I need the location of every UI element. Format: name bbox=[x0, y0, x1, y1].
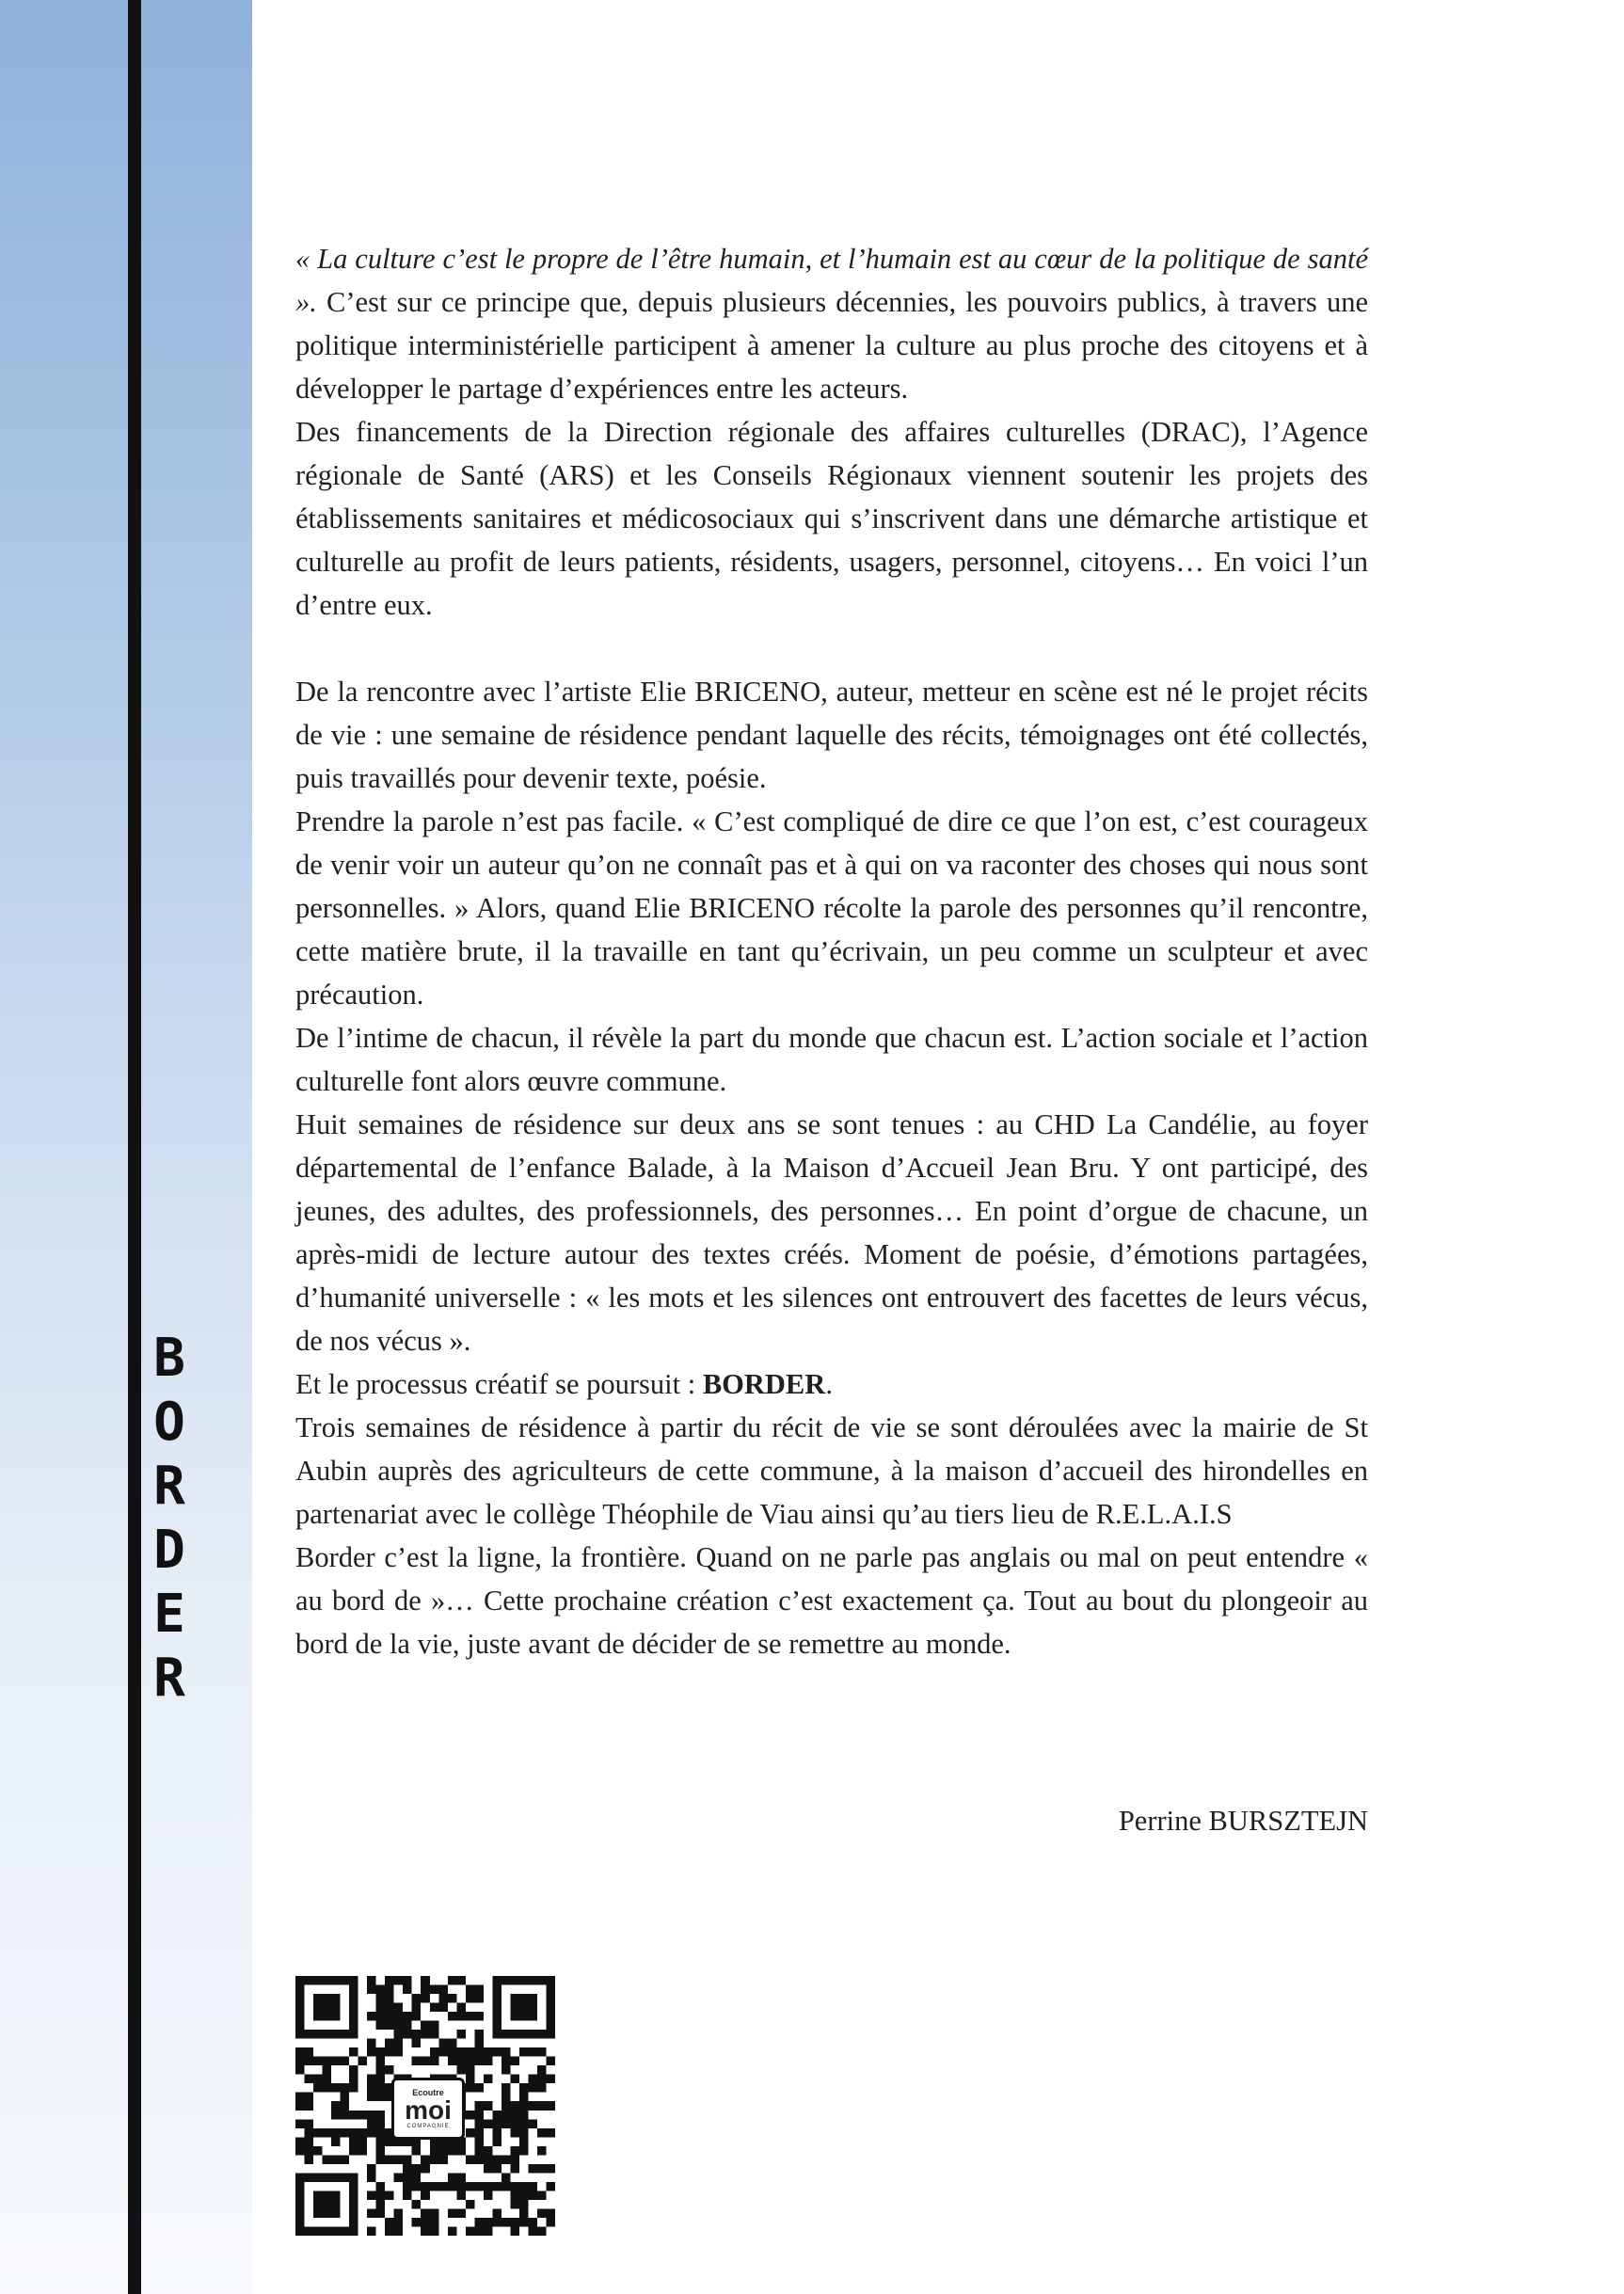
process-lead: Et le processus créatif se poursuit : bbox=[295, 1368, 703, 1400]
intro-text: C’est sur ce principe que, depuis plusieurs décennies, les pouvoirs publics, à travers une politique interministérielle participent à amener la culture au plus proche des citoyens et à développer le partage d’expériences entre les acteurs. bbox=[295, 286, 1368, 405]
paragraph-residencies: Huit semaines de résidence sur deux ans se sont tenues : au CHD La Candélie, au foyer départemental de l’enfance Balade, à la Maison d’Accueil Jean Bru. Y ont participé, des jeunes, des adultes, des professionnels, des personnes… En point d’orgue de chacune, un après-midi de lecture autour des textes créés. Moment de poésie, d’émotions partagées, d’humanité universelle : « les mots et les silences ont entrouvert des facettes de leurs vécus, de nos vécus ». bbox=[295, 1108, 1368, 1357]
logo-line-2: moi bbox=[405, 2095, 452, 2125]
paragraph-speech: Prendre la parole n’est pas facile. « C’est compliqué de dire ce que l’on est, c’est courageux de venir voir un auteur qu’on ne connaît pas et à qui on va raconter des choses qui nous sont personnelles. » Alors, quand Elie BRICENO récolte la parole des personnes qu’il rencontre, cette matière brute, il la travaille en tant qu’écrivain, un peu comme un sculpteur et avec précaution. bbox=[295, 805, 1368, 1011]
side-title-letter: D bbox=[153, 1520, 185, 1581]
side-title-letter: R bbox=[153, 1648, 185, 1709]
paragraph-gap bbox=[295, 627, 1368, 670]
paragraph-funding: Des financements de la Direction régionale des affaires culturelles (DRAC), l’Agence régionale de Santé (ARS) et les Conseils Régionaux viennent soutenir les projets des établissements sanitaires et médicosociaux qui s’inscrivent dans une démarche artistique et culturelle au profit de leurs patients, résidents, usagers, personnel, citoyens… En voici l’un d’entre eux. bbox=[295, 416, 1368, 621]
logo-line-1: Ecoutre bbox=[412, 2087, 444, 2097]
logo-line-3: COMPAGNIE bbox=[406, 2123, 450, 2129]
paragraph-intimate: De l’intime de chacun, il révèle la part du monde que chacun est. L’action sociale et l’action culturelle font alors œuvre commune. bbox=[295, 1022, 1368, 1097]
side-title-letter: B bbox=[153, 1328, 185, 1389]
opening-quote: « La culture c’est le propre de l’être humain, et l’humain est au cœur de la politique de santé ». bbox=[295, 243, 1368, 318]
border-keyword: BORDER bbox=[702, 1368, 826, 1400]
paragraph-border-meaning: Border c’est la ligne, la frontière. Quand on ne parle pas anglais ou mal on peut entendre « au bord de »… Cette prochaine création c’est exactement ça. Tout au bout du plongeoir au bord de la vie, juste avant de décider de se remettre au monde. bbox=[295, 1541, 1368, 1660]
paragraph-process bbox=[295, 1362, 1368, 1406]
side-vertical-line bbox=[128, 0, 141, 2294]
signature: Perrine BURSZTEJN bbox=[1118, 1805, 1368, 1837]
paragraph-three-weeks: Trois semaines de résidence à partir du récit de vie se sont déroulées avec la mairie de St Aubin auprès des agriculteurs de cette commune, à la maison d’accueil des hirondelles en partenariat avec le collège Théophile de Viau ainsi qu’au tiers lieu de R.E.L.A.I.S bbox=[295, 1411, 1368, 1530]
paragraph-intro bbox=[295, 237, 1368, 410]
paragraph-meeting: De la rencontre avec l’artiste Elie BRICENO, auteur, metteur en scène est né le projet récits de vie : une semaine de résidence pendant laquelle des récits, témoignages ont été collectés, puis travaillés pour devenir texte, poésie. bbox=[295, 676, 1368, 794]
process-end: . bbox=[825, 1368, 833, 1400]
company-logo bbox=[391, 2078, 465, 2140]
side-title-letter: R bbox=[153, 1456, 185, 1517]
side-title-letter: E bbox=[153, 1584, 185, 1645]
qr-code[interactable] bbox=[295, 1976, 555, 2236]
side-title-border bbox=[151, 1327, 188, 1711]
side-color-band bbox=[0, 0, 252, 2294]
body-text bbox=[295, 237, 1368, 1665]
side-title-letter: O bbox=[153, 1392, 185, 1453]
